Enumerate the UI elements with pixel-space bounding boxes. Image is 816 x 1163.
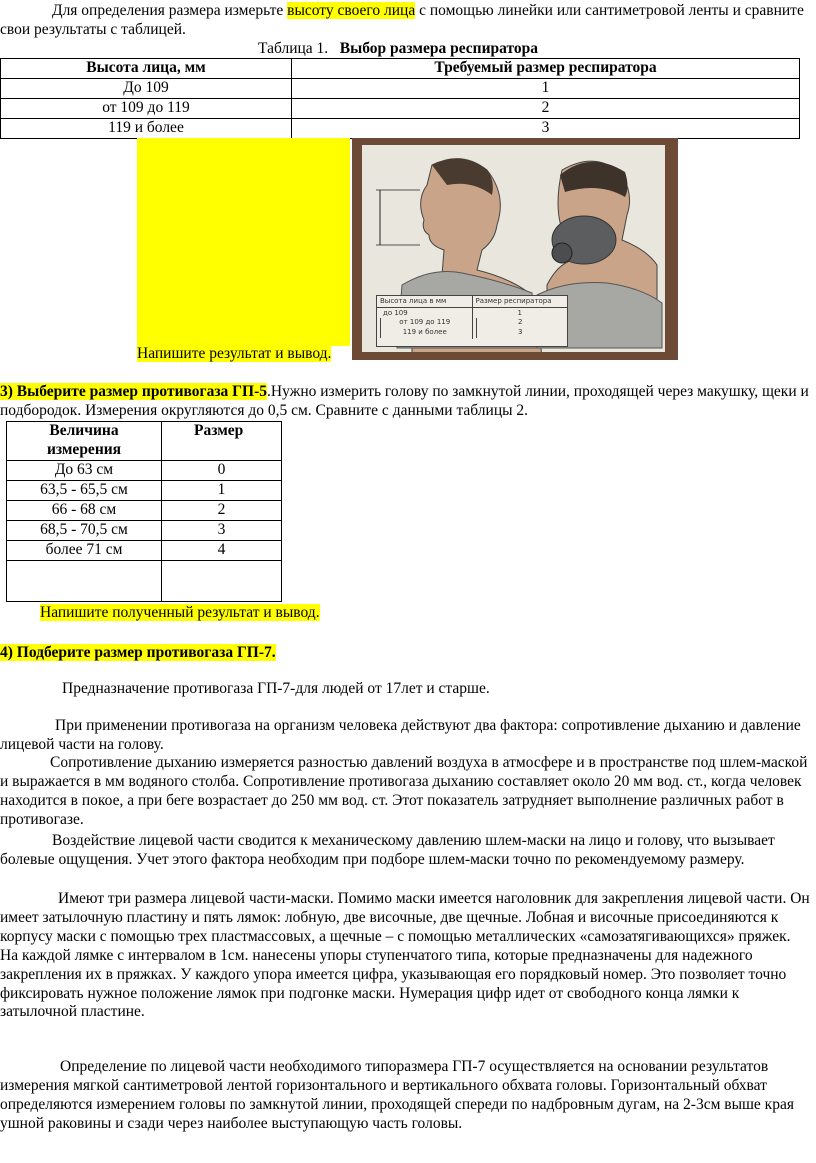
table-row <box>1 78 800 98</box>
table-header-cell: Высота лица, мм <box>1 59 292 79</box>
body-paragraph: Воздействие лицевой части сводится к механическому давлению шлем-маски на лицо и голову, что вызывает болевые ощущения. Учет этого фактора необходим при подборе шлем-маски точно по рекомендуемому размеру. <box>0 832 775 868</box>
section4-heading-wrap <box>0 644 276 663</box>
table-cell: 3 <box>162 520 282 540</box>
table-row-empty <box>7 560 282 601</box>
table-cell-empty <box>162 560 282 601</box>
yellow-highlight-block <box>137 138 350 346</box>
table-cell: 2 <box>292 98 800 118</box>
intro-paragraph <box>0 2 812 40</box>
table-row <box>7 520 282 540</box>
result-note-1 <box>137 345 331 364</box>
table1-caption-prefix: Таблица 1. <box>258 40 329 57</box>
photo-table-cell: 119 и более <box>380 328 469 338</box>
photo-table-header: Размер респиратора <box>472 296 568 307</box>
result-note-1-text: Напишите результат и вывод. <box>137 345 332 362</box>
table-cell-empty <box>7 560 162 601</box>
photo-table-cell: 2 <box>476 318 565 328</box>
table-cell: До 63 см <box>7 461 162 481</box>
gas-mask-size-table <box>6 421 282 602</box>
body-paragraph: Имеют три размера лицевой части-маски. Помимо маски имеется наголовник для закрепления лицевой части. Он имеет затылочную пластину и пять лямок: лобную, две височные, две щечные. Лобная и височные присоединяются к корпусу маски с помощью трех пластмассовых, а щечные – с помощью металлических «самозатягивающихся» пряжек. На каждой лямке с интервалом в 1см. нанесены упоры ступенчатого типа, которые предназначены для надежного закрепления их в пряжках. У каждого упора имеется цифра, указывающая его порядковый номер. Это позволяет точно фиксировать нужное положение лямок при подгонке маски. Нумерация цифр идет от свободного конца лямки к затылочной пластине. <box>0 890 810 1021</box>
table-cell: 0 <box>162 461 282 481</box>
table-cell: 63,5 - 65,5 см <box>7 480 162 500</box>
photo-card <box>362 145 665 352</box>
table-header-cell: Величина измерения <box>7 422 162 461</box>
table1-caption <box>258 40 538 59</box>
table-cell: более 71 см <box>7 540 162 560</box>
table-row <box>7 540 282 560</box>
result-note-2 <box>40 604 320 623</box>
table-header-cell: Требуемый размер респиратора <box>292 59 800 79</box>
body-paragraph: При применении противогаза на организм человека действуют два фактора: сопротивление дыханию и давление лицевой части на голову. <box>0 717 801 753</box>
table-cell: 4 <box>162 540 282 560</box>
photo-table-cell: 1 <box>517 308 522 317</box>
table-row <box>7 480 282 500</box>
table-header-cell: Размер <box>162 422 282 461</box>
table1-caption-title: Выбор размера респиратора <box>339 40 539 57</box>
intro-highlight: высоту своего лица <box>287 2 416 19</box>
photo-table-cell: 3 <box>476 328 565 338</box>
body-paragraph: Сопротивление дыханию измеряется разностью давлений воздуха в атмосфере и в пространстве под шлем-маской и выражается в мм водяного столба. Сопротивление противогаза дыханию составляет около 20 мм вод. ст., когда человек находится в покое, а при беге возрастает до 250 мм вод. ст. Этот показатель затрудняет выполнение различных работ в противогазе. <box>0 754 808 828</box>
table-row <box>1 98 800 118</box>
table-row <box>7 500 282 520</box>
photo-table-cell: до 109 <box>383 308 408 317</box>
photo-table-header: Высота лица в мм <box>380 297 447 305</box>
respirator-fitting-photo <box>352 138 678 360</box>
table-header-row <box>7 422 282 461</box>
table-cell: До 109 <box>1 78 292 98</box>
table-cell: 66 - 68 см <box>7 500 162 520</box>
section4-heading: 4) Подберите размер противогаза ГП-7. <box>0 644 276 661</box>
photo-size-table <box>376 295 568 347</box>
table-cell: 3 <box>292 118 800 138</box>
body-paragraph: Предназначение противогаза ГП-7-для людей от 17лет и старше. <box>62 680 490 697</box>
table-cell: 68,5 - 70,5 см <box>7 520 162 540</box>
table-row <box>1 118 800 138</box>
table-header-row <box>1 59 800 79</box>
respirator-size-table <box>0 58 800 139</box>
intro-text-after: с помощью линейки или сантиметровой ленты и сравните свои результаты с таблицей. <box>0 2 804 38</box>
section3-text: .Нужно измерить голову по замкнутой линии, проходящей через макушку, щеки и подбородок. Измерения округляются до 0,5 см. Сравните с данными таблицы 2. <box>0 383 809 419</box>
section3-heading: 3) Выберите размер противогаза ГП-5 <box>0 383 268 400</box>
table-cell: 1 <box>292 78 800 98</box>
table-cell: 119 и более <box>1 118 292 138</box>
section3-paragraph <box>0 383 812 421</box>
photo-table-cell: от 109 до 119 <box>380 318 469 328</box>
table-cell: 1 <box>162 480 282 500</box>
result-note-2-text: Напишите полученный результат <box>40 604 260 621</box>
result-note-2-tail: и вывод. <box>259 604 320 621</box>
table-cell: от 109 до 119 <box>1 98 292 118</box>
table-cell: 2 <box>162 500 282 520</box>
body-paragraph: Определение по лицевой части необходимого типоразмера ГП-7 осуществляется на основании результатов измерения мягкой сантиметровой лентой горизонтального и вертикального обхвата головы. Горизонтальный обхват определяются измерением головы по замкнутой линии, проходящей спереди по надбровным дугам, на 2-3см выше края ушной раковины и сзади через наиболее выступающую часть головы. <box>0 1058 794 1132</box>
table-row <box>7 461 282 481</box>
intro-text-before: Для определения размера измерьте <box>52 2 288 19</box>
